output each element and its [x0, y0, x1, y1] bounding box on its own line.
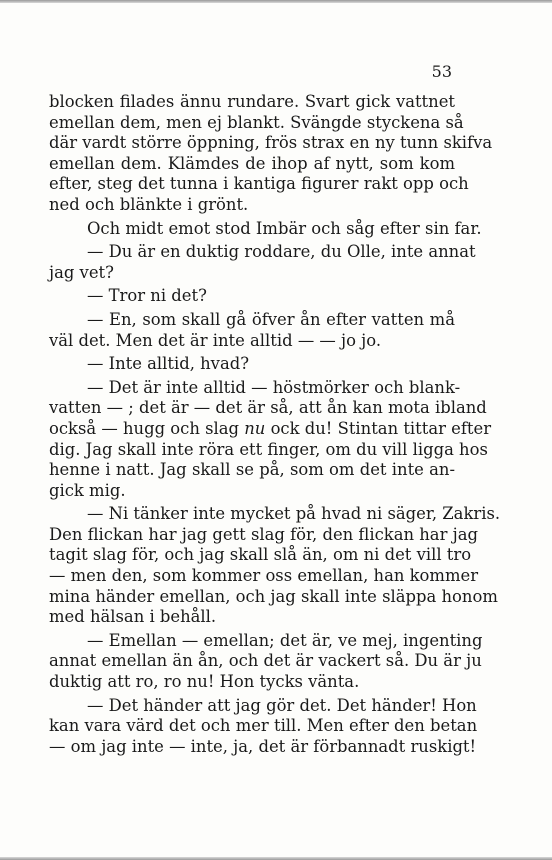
text-line: blocken filades ännu rundare. Svart gick vattnet — [49, 92, 455, 111]
text-line: Och midt emot stod Imbär och såg efter sin far. — [87, 218, 482, 238]
page-number: 53 — [431, 62, 452, 81]
text-line: emellan dem, men ej blankt. Svängde styckena så — [49, 112, 464, 132]
text-line: duktig att ro, ro nu! Hon tycks vänta. — [49, 672, 360, 692]
text-line: med hälsan i behåll. — [49, 607, 217, 627]
text-line: — om jag inte — inte, ja, det är förbannadt ruskigt! — [49, 736, 477, 756]
text-line: — Det är inte alltid — höstmörker och blank- — [87, 377, 461, 397]
text-line: dig. Jag skall inte röra ett finger, om du vill ligga hos — [49, 439, 488, 459]
text-line: henne i natt. Jag skall se på, som om det inte an- — [49, 460, 455, 480]
text-line: kan vara värd det och mer till. Men efter den betan — [49, 716, 478, 736]
text-line: gick mig. — [49, 480, 126, 500]
text-line: vatten — ; det är — det är så, att ån kan mota ibland — [49, 398, 487, 418]
text-line: jag vet? — [49, 262, 114, 282]
text-line: annat emellan än ån, och det är vackert så. Du är ju — [49, 651, 482, 671]
text-line: väl det. Men det är inte alltid — — jo jo. — [49, 330, 382, 350]
body-text — [49, 92, 501, 757]
text-line: — men den, som kommer oss emellan, han kommer — [49, 566, 479, 586]
text-line: — Tror ni det? — [87, 286, 207, 306]
text-line: — Det händer att jag gör det. Det händer! Hon — [87, 695, 477, 715]
text-line: där vardt större öppning, frös strax en ny tunn skifva — [49, 133, 493, 153]
text-line: mina händer emellan, och jag skall inte släppa honom — [49, 586, 498, 606]
text-line: också — hugg och slag nu ock du! Stintan tittar efter — [49, 418, 492, 438]
text-line: ned och blänkte i grönt. — [49, 194, 249, 214]
text-line: — Du är en duktig roddare, du Olle, inte annat — [87, 242, 476, 262]
text-line: — Ni tänker inte mycket på hvad ni säger, Zakris. — [87, 504, 501, 524]
text-line: Den flickan har jag gett slag för, den flickan har jag — [49, 524, 478, 544]
text-line: — Emellan — emellan; det är, ve mej, ingenting — [87, 630, 483, 650]
top-edge-rule — [0, 0, 552, 3]
text-line: — Inte alltid, hvad? — [87, 354, 249, 374]
text-line: efter, steg det tunna i kantiga figurer rakt opp och — [49, 174, 469, 194]
text-line: — En, som skall gå öfver ån efter vatten må — [87, 309, 455, 329]
text-line: tagit slag för, och jag skall slå än, om ni det vill tro — [49, 545, 472, 565]
text-line: emellan dem. Klämdes de ihop af nytt, som kom — [49, 153, 455, 173]
